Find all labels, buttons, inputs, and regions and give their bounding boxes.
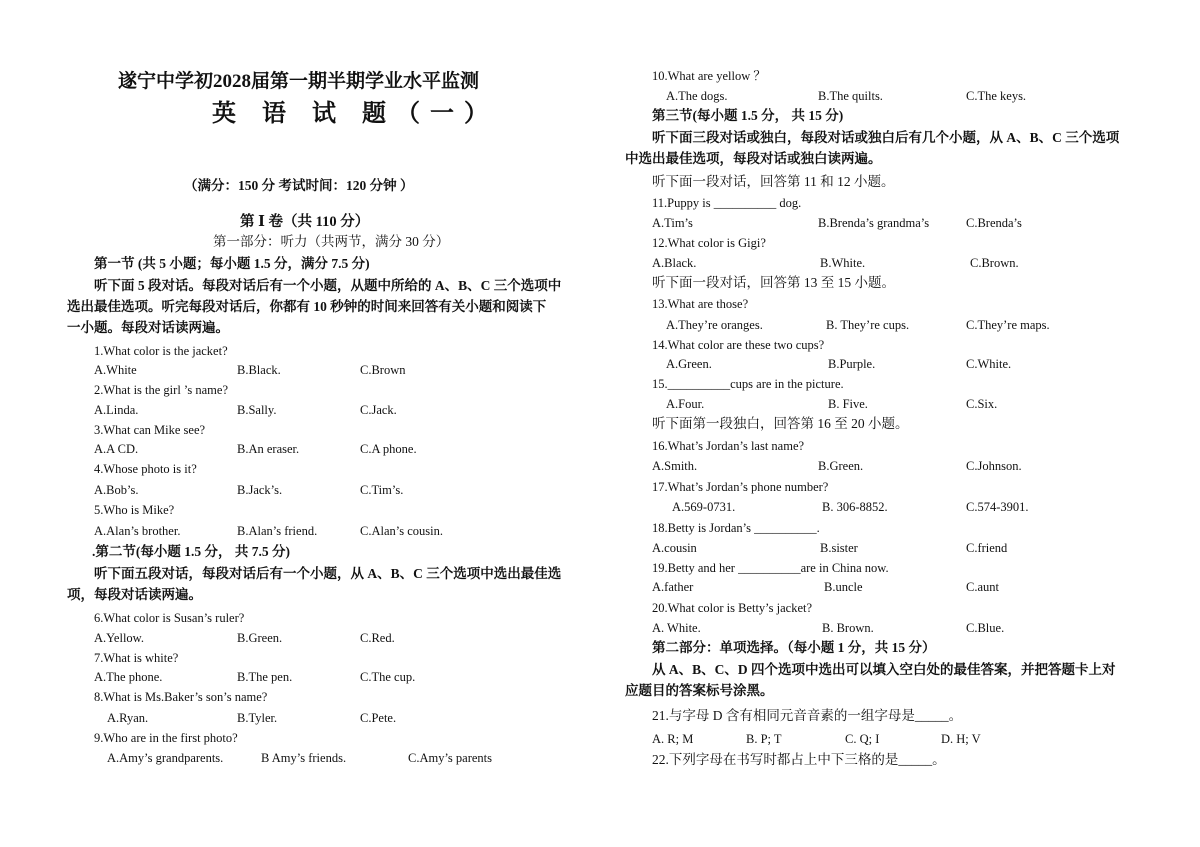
- option-b: B Amy’s friends.: [261, 751, 347, 765]
- option-c: C.Red.: [360, 631, 395, 645]
- option-c: C.Alan’s cousin.: [360, 524, 443, 538]
- option-c: C.Amy’s parents: [408, 751, 493, 765]
- option-a: A.Amy’s grandparents.: [107, 751, 224, 765]
- question-stem: 7.What is white?: [94, 651, 179, 665]
- option-b: B.sister: [820, 541, 858, 555]
- part2-title: 第二部分：单项选择。（每小题 1 分，共 15 分）: [652, 640, 936, 655]
- question-stem: 21.与字母 D 含有相同元音音素的一组字母是_____。: [652, 708, 963, 723]
- question-stem: 10.What are yellow ？: [652, 69, 766, 83]
- score-time-info: （满分：150 分 考试时间：120 分钟 ）: [184, 178, 414, 193]
- option-a: A.Alan’s brother.: [94, 524, 181, 538]
- question-stem: 20.What color is Betty’s jacket?: [652, 601, 813, 615]
- option-b: B.The quilts.: [818, 89, 883, 103]
- part2-instruction-line: 从 A、B、C、D 四个选项中选出可以填入空白处的最佳答案，并把答题卡上对: [652, 662, 1116, 677]
- option-b: B.Sally.: [237, 403, 277, 417]
- option-c: C.They’re maps.: [966, 318, 1050, 332]
- option-b: B. Five.: [828, 397, 868, 411]
- section1-title: 第一节 (共 5 小题；每小题 1.5 分，满分 7.5 分): [94, 256, 370, 271]
- option-b: B. 306-8852.: [822, 500, 888, 514]
- option-a: A. R; M: [652, 732, 694, 746]
- volume-heading: 第 Ⅰ 卷（共 110 分）: [240, 214, 370, 230]
- option-c: C.aunt: [966, 580, 999, 594]
- question-stem: 19.Betty and her __________are in China now.: [652, 561, 889, 575]
- question-stem: 3.What can Mike see?: [94, 423, 206, 437]
- question-stem: 11.Puppy is __________ dog.: [652, 196, 802, 210]
- option-c: C.White.: [966, 357, 1012, 371]
- option-a: A.They’re oranges.: [666, 318, 763, 332]
- option-c: C.Brenda’s: [966, 216, 1022, 230]
- option-c: C.Tim’s.: [360, 483, 404, 497]
- option-a: A.Ryan.: [107, 711, 149, 725]
- section1-instruction-line: 选出最佳选项。听完每段对话后，你都有 10 秒钟的时间来回答有关小题和阅读下: [67, 299, 547, 314]
- question-stem: 15.__________cups are in the picture.: [652, 377, 844, 391]
- option-b: B. Brown.: [822, 621, 874, 635]
- option-b: B.Purple.: [828, 357, 876, 371]
- question-stem: 1.What color is the jacket?: [94, 344, 228, 358]
- option-a: A.Bob’s.: [94, 483, 139, 497]
- section2-title: .第二节(每小题 1.5 分， 共 7.5 分): [92, 544, 290, 559]
- option-c: C.Six.: [966, 397, 998, 411]
- option-b: B.Alan’s friend.: [237, 524, 318, 538]
- listening-lead: 听下面一段对话，回答第 13 至 15 小题。: [652, 275, 895, 290]
- section3-title: 第三节(每小题 1.5 分， 共 15 分): [652, 108, 844, 123]
- option-a: A.Four.: [666, 397, 705, 411]
- section1-instruction-line: 一小题。每段对话读两遍。: [67, 320, 229, 335]
- exam-title: 遂宁中学初2028届第一期半期学业水平监测: [118, 71, 480, 92]
- option-a: A.Yellow.: [94, 631, 145, 645]
- option-b: B.Black.: [237, 363, 281, 377]
- option-b: B.An eraser.: [237, 442, 300, 456]
- option-b: B.Green.: [818, 459, 864, 473]
- question-stem: 9.Who are in the first photo?: [94, 731, 238, 745]
- option-b: B.The pen.: [237, 670, 293, 684]
- question-stem: 14.What color are these two cups?: [652, 338, 825, 352]
- option-a: A.569-0731.: [672, 500, 736, 514]
- listening-lead: 听下面一段对话，回答第 11 和 12 小题。: [652, 174, 895, 189]
- section2-instruction-line: 项，每段对话读两遍。: [67, 587, 202, 602]
- question-stem: 6.What color is Susan’s ruler?: [94, 611, 245, 625]
- option-a: A.Tim’s: [652, 216, 693, 230]
- option-a: A.Green.: [666, 357, 712, 371]
- question-stem: 18.Betty is Jordan’s __________.: [652, 521, 820, 535]
- section1-instruction-line: 听下面 5 段对话。每段对话后有一个小题，从题中所给的 A、B、C 三个选项中: [94, 278, 562, 293]
- listening-lead: 听下面第一段独白，回答第 16 至 20 小题。: [652, 416, 909, 431]
- option-d: D. H; V: [941, 732, 981, 746]
- exam-subtitle: 英 语 试 题（一）: [212, 101, 498, 127]
- option-c: C.574-3901.: [966, 500, 1029, 514]
- part2-instruction-line: 应题目的答案标号涂黑。: [625, 683, 774, 698]
- option-b: B. They’re cups.: [826, 318, 910, 332]
- question-stem: 2.What is the girl ’s name?: [94, 383, 228, 397]
- question-stem: 13.What are those?: [652, 297, 749, 311]
- option-c: C.Jack.: [360, 403, 397, 417]
- question-stem: 5.Who is Mike?: [94, 503, 175, 517]
- option-a: A.The dogs.: [666, 89, 728, 103]
- option-b: B. P; T: [746, 732, 782, 746]
- option-a: A.Black.: [652, 256, 697, 270]
- option-b: B.White.: [820, 256, 866, 270]
- option-a: A.Linda.: [94, 403, 139, 417]
- option-b: B.Tyler.: [237, 711, 278, 725]
- question-stem: 17.What’s Jordan’s phone number?: [652, 480, 829, 494]
- option-c: C.The keys.: [966, 89, 1027, 103]
- option-a: A.cousin: [652, 541, 697, 555]
- option-b: B.Green.: [237, 631, 283, 645]
- option-a: A. White.: [652, 621, 701, 635]
- option-b: B.Brenda’s grandma’s: [818, 216, 930, 230]
- question-stem: 16.What’s Jordan’s last name?: [652, 439, 805, 453]
- option-c: C.The cup.: [360, 670, 416, 684]
- option-a: A.White: [94, 363, 137, 377]
- option-b: B.Jack’s.: [237, 483, 283, 497]
- option-c: C.friend: [966, 541, 1008, 555]
- option-c: C.Brown: [360, 363, 406, 377]
- part1-heading: 第一部分：听力（共两节，满分 30 分）: [213, 234, 450, 249]
- option-c: C. Q; I: [845, 732, 880, 746]
- option-a: A.A CD.: [94, 442, 139, 456]
- option-c: C.Pete.: [360, 711, 397, 725]
- option-c: C.Blue.: [966, 621, 1005, 635]
- option-a: A.Smith.: [652, 459, 698, 473]
- section2-instruction-line: 听下面五段对话，每段对话后有一个小题，从 A、B、C 三个选项中选出最佳选: [94, 566, 562, 581]
- question-stem: 4.Whose photo is it?: [94, 462, 197, 476]
- option-a: A.father: [652, 580, 694, 594]
- option-a: A.The phone.: [94, 670, 163, 684]
- question-stem: 8.What is Ms.Baker’s son’s name?: [94, 690, 268, 704]
- option-c: C.A phone.: [360, 442, 417, 456]
- question-stem: 12.What color is Gigi?: [652, 236, 766, 250]
- option-b: B.uncle: [824, 580, 863, 594]
- section3-instruction-line: 中选出最佳选项，每段对话或独白读两遍。: [625, 151, 882, 166]
- section3-instruction-line: 听下面三段对话或独白，每段对话或独白后有几个小题，从 A、B、C 三个选项: [652, 130, 1120, 145]
- option-c: C.Johnson.: [966, 459, 1022, 473]
- question-stem: 22.下列字母在书写时都占上中下三格的是_____。: [652, 752, 946, 767]
- option-c: C.Brown.: [970, 256, 1019, 270]
